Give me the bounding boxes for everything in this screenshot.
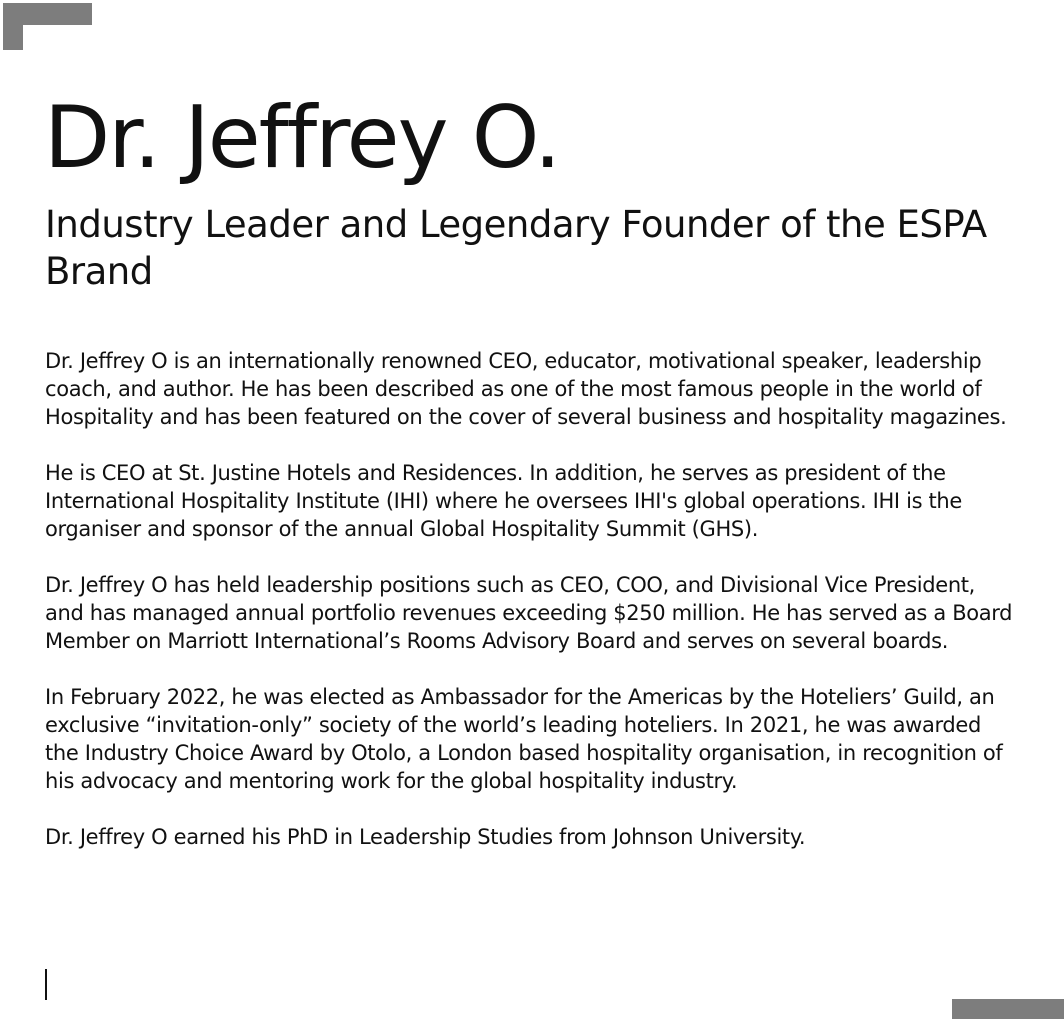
page-title: Dr. Jeffrey O. (44, 88, 560, 188)
bio-paragraph-3: Dr. Jeffrey O has held leadership positions such as CEO, COO, and Divisional Vice President, and has managed annual portfolio revenues exceeding $250 million. He has served as a Board Member on Marriott International’s Rooms Advisory Board and serves on several boards. (45, 573, 1013, 653)
bio-paragraph-4: In February 2022, he was elected as Ambassador for the Americas by the Hoteliers’ Guild, an exclusive “invitation-only” society of the world’s leading hoteliers. In 2021, he was awarded the Industry Choice Award by Otolo, a London based hospitality organisation, in recognition of his advocacy and mentoring work for the global hospitality industry. (45, 685, 1003, 793)
corner-bracket-bottom-right (952, 999, 1064, 1019)
text-cursor[interactable] (45, 969, 47, 1000)
bio-paragraph-1: Dr. Jeffrey O is an internationally renowned CEO, educator, motivational speaker, leadership coach, and author. He has been described as one of the most famous people in the world of Hospitality and has been featured on the cover of several business and hospitality magazines. (45, 349, 1007, 429)
bio-paragraph-5: Dr. Jeffrey O earned his PhD in Leadership Studies from Johnson University. (45, 825, 806, 849)
page-subtitle: Industry Leader and Legendary Founder of the ESPA Brand (45, 203, 987, 293)
corner-bracket-top-left-vertical (3, 3, 23, 50)
bio-paragraph-2: He is CEO at St. Justine Hotels and Residences. In addition, he serves as president of the International Hospitality Institute (IHI) where he oversees IHI's global operations. IHI is the organiser and sponsor of the annual Global Hospitality Summit (GHS). (45, 461, 962, 541)
bio-section (45, 347, 1015, 879)
